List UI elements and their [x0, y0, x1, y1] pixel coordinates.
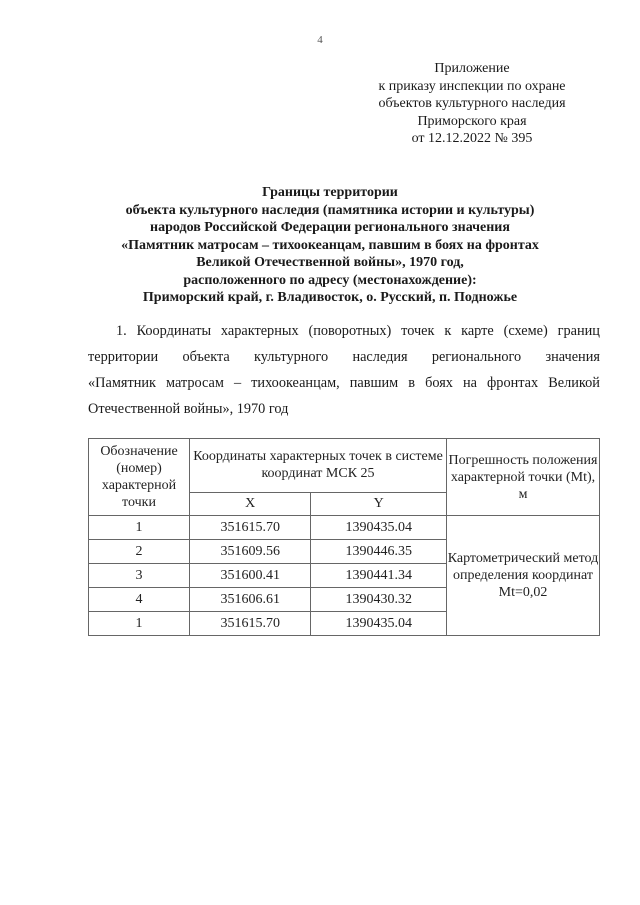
point-number-cell: 1 [89, 612, 190, 636]
paragraph-word: к [444, 323, 452, 339]
header-x: X [190, 492, 311, 515]
page-number: 4 [317, 34, 323, 46]
appendix-line: объектов культурного наследия [378, 96, 566, 111]
paragraph-word: фронтах [487, 375, 539, 391]
y-coordinate-cell: 1390435.04 [311, 612, 447, 636]
paragraph-line [88, 400, 600, 426]
header-error: Погрешность положения характерной точки (Mt), м [447, 439, 600, 516]
x-coordinate-cell: 351609.56 [190, 540, 311, 564]
appendix-line: Приморского края [417, 113, 527, 129]
paragraph-word: на [463, 375, 477, 391]
coordinates-table [88, 438, 600, 636]
paragraph-word: Координаты [136, 323, 212, 339]
paragraph-word: «Памятник [88, 375, 156, 391]
paragraph-word: территории [88, 349, 159, 365]
table-row [89, 516, 600, 540]
y-coordinate-cell: 1390446.35 [311, 540, 447, 564]
method-cell: Картометрический метод определения координат Mt=0,02 [447, 516, 600, 636]
point-number-cell: 1 [89, 516, 190, 540]
y-coordinate-cell: 1390430.32 [311, 588, 447, 612]
paragraph-word: – [233, 375, 242, 391]
paragraph-word: в [408, 375, 416, 391]
title-line: расположенного по адресу (местонахождение): [183, 272, 477, 288]
title-line: Приморский край, г. Владивосток, о. Русский, п. Подножье [142, 290, 518, 305]
y-coordinate-cell: 1390435.04 [311, 516, 447, 540]
table-header-row [89, 439, 600, 493]
paragraph-word: (поворотных) [308, 323, 392, 339]
paragraph-word: границ [557, 323, 600, 339]
paragraph-word: характерных [220, 323, 299, 339]
title-line: Великой Отечественной войны», 1970 год, [196, 255, 464, 270]
header-point-designation: Обозначение (номер) характерной точки [89, 439, 190, 516]
document-title [60, 184, 600, 307]
paragraph-line [88, 374, 600, 400]
paragraph-text: Отечественной войны», 1970 год [88, 401, 289, 417]
header-coordinates: Координаты характерных точек в системе координат МСК 25 [190, 439, 447, 493]
title-line: народов Российской Федерации регионального значения [150, 220, 510, 235]
coordinates-paragraph [88, 322, 600, 426]
title-line: объекта культурного наследия (памятника истории и культуры) [125, 202, 535, 218]
point-number-cell: 3 [89, 564, 190, 588]
x-coordinate-cell: 351615.70 [190, 516, 311, 540]
paragraph-word: значения [545, 349, 600, 365]
header-y: Y [311, 492, 447, 515]
x-coordinate-cell: 351600.41 [190, 564, 311, 588]
paragraph-word: павшим [349, 375, 399, 391]
paragraph-word: регионального [431, 349, 522, 365]
paragraph-word: наследия [352, 349, 408, 365]
point-number-cell: 2 [89, 540, 190, 564]
paragraph-word: Великой [548, 375, 600, 391]
title-line: «Памятник матросам – тихоокеанцам, павшим в боях на фронтах [121, 237, 539, 253]
paragraph-word: точек [401, 323, 435, 339]
x-coordinate-cell: 351615.70 [190, 612, 311, 636]
paragraph-word: (схеме) [503, 323, 548, 339]
paragraph-word: объекта [182, 349, 230, 365]
appendix-block [352, 60, 592, 148]
y-coordinate-cell: 1390441.34 [311, 564, 447, 588]
appendix-line: от 12.12.2022 № 395 [411, 131, 533, 146]
appendix-line: Приложение [434, 61, 510, 76]
paragraph-word: карте [461, 323, 494, 339]
paragraph-word: матросам [166, 375, 224, 391]
paragraph-line [88, 322, 600, 348]
x-coordinate-cell: 351606.61 [190, 588, 311, 612]
paragraph-word: боях [425, 375, 453, 391]
paragraph-word: тихоокеанцам, [251, 375, 340, 391]
paragraph-word: культурного [254, 349, 329, 365]
paragraph-word: 1. [116, 323, 127, 339]
paragraph-line [88, 348, 600, 374]
appendix-line: к приказу инспекции по охране [378, 78, 566, 94]
point-number-cell: 4 [89, 588, 190, 612]
title-line: Границы территории [262, 185, 398, 200]
